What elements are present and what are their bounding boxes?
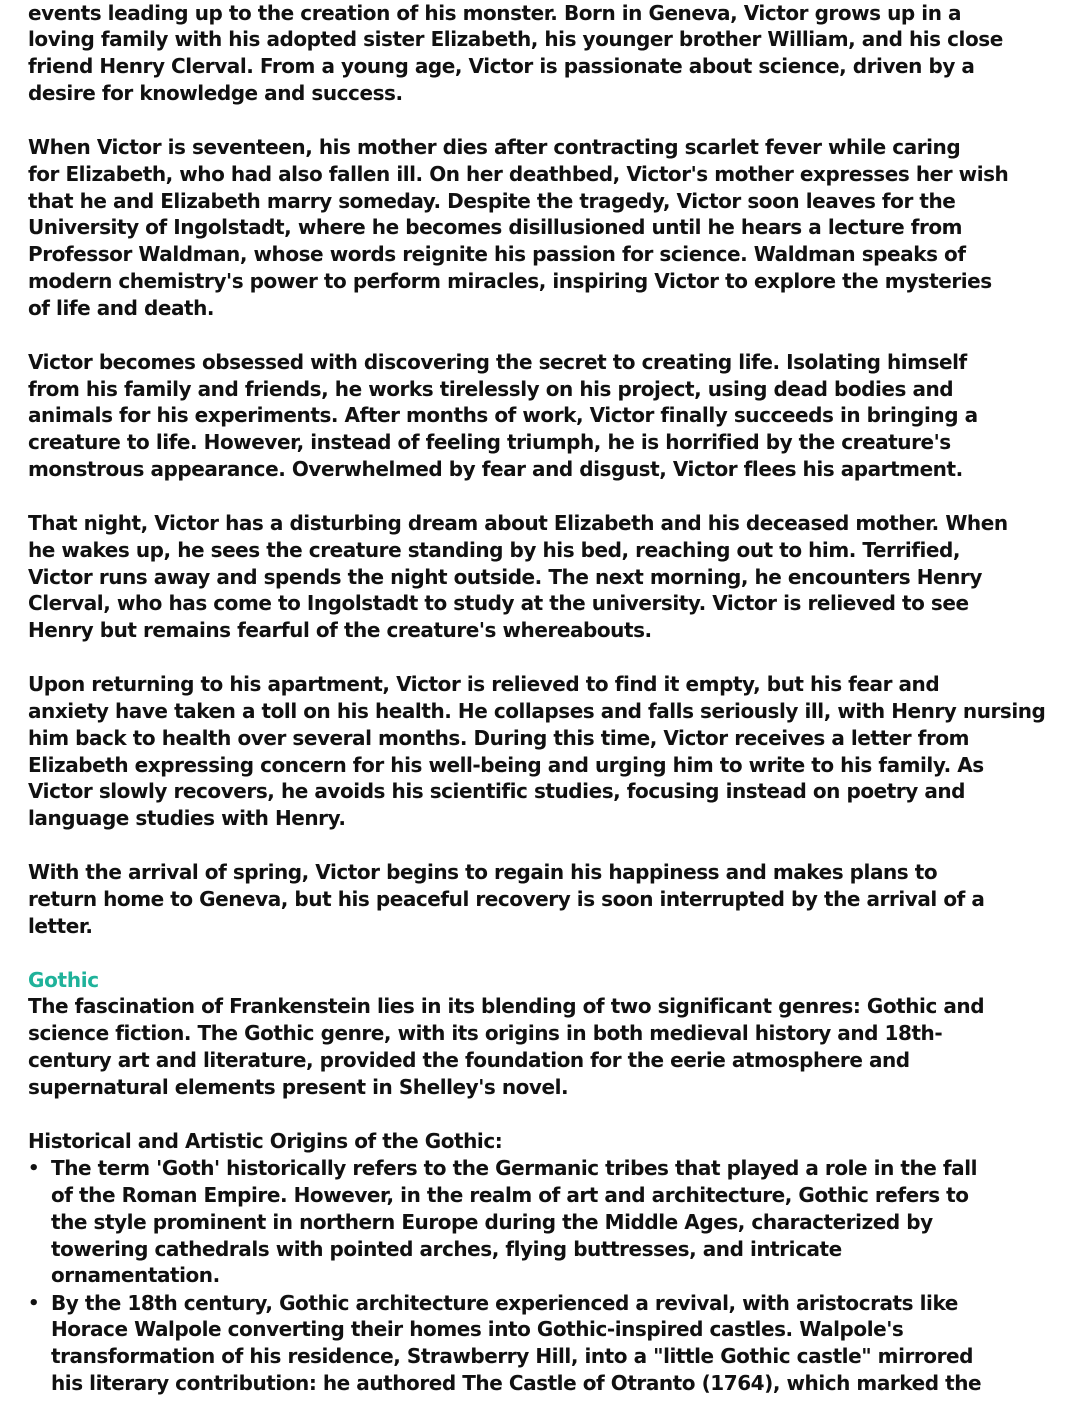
paragraph-line: Henry but remains fearful of the creature's whereabouts.: [28, 618, 652, 642]
paragraph-line: Clerval, who has come to Ingolstadt to study at the university. Victor is relieved to see: [28, 591, 969, 615]
bullet-line: transformation of his residence, Strawberry Hill, into a "little Gothic castle" mirrored: [51, 1344, 973, 1368]
bullet-line: Horace Walpole converting their homes into Gothic-inspired castles. Walpole's: [51, 1317, 904, 1341]
bullet-line: The term 'Goth' historically refers to the Germanic tribes that played a role in the fall: [51, 1156, 978, 1180]
paragraph-line: creature to life. However, instead of feeling triumph, he is horrified by the creature's: [28, 430, 951, 454]
subheading: Historical and Artistic Origins of the Gothic:: [28, 1129, 503, 1153]
paragraph-line: With the arrival of spring, Victor begins to regain his happiness and makes plans to: [28, 860, 938, 884]
paragraph-line: him back to health over several months. During this time, Victor receives a letter from: [28, 726, 970, 750]
paragraph-line: Professor Waldman, whose words reignite his passion for science. Waldman speaks of: [28, 242, 966, 266]
section-heading: Gothic: [28, 968, 99, 992]
bullet-line: ornamentation.: [51, 1263, 220, 1287]
paragraph-line: When Victor is seventeen, his mother dies after contracting scarlet fever while caring: [28, 135, 961, 159]
bullet-marker: •: [28, 1293, 40, 1314]
section-intro-line: supernatural elements present in Shelley's novel.: [28, 1075, 569, 1099]
paragraph-line: Upon returning to his apartment, Victor is relieved to find it empty, but his fear and: [28, 672, 940, 696]
paragraph-line: return home to Geneva, but his peaceful recovery is soon interrupted by the arrival of a: [28, 887, 985, 911]
paragraph-line: University of Ingolstadt, where he becomes disillusioned until he hears a lecture from: [28, 215, 963, 239]
section-intro-line: science fiction. The Gothic genre, with its origins in both medieval history and 18th-: [28, 1021, 943, 1045]
paragraph-line: events leading up to the creation of his monster. Born in Geneva, Victor grows up in a: [28, 1, 962, 25]
paragraph-line: for Elizabeth, who had also fallen ill. On her deathbed, Victor's mother expresses her wish: [28, 162, 1009, 186]
bullet-line: the style prominent in northern Europe during the Middle Ages, characterized by: [51, 1210, 933, 1234]
paragraph-line: desire for knowledge and success.: [28, 81, 403, 105]
paragraph-line: he wakes up, he sees the creature standing by his bed, reaching out to him. Terrified,: [28, 538, 961, 562]
paragraph-line: language studies with Henry.: [28, 806, 346, 830]
paragraph-line: animals for his experiments. After months of work, Victor finally succeeds in bringing a: [28, 403, 978, 427]
paragraph-line: letter.: [28, 914, 93, 938]
paragraph-line: Victor runs away and spends the night outside. The next morning, he encounters Henry: [28, 565, 982, 589]
bullet-line: his literary contribution: he authored The Castle of Otranto (1764), which marked the: [51, 1371, 982, 1395]
paragraph-line: friend Henry Clerval. From a young age, Victor is passionate about science, driven by a: [28, 54, 975, 78]
paragraph-line: loving family with his adopted sister Elizabeth, his younger brother William, and his close: [28, 27, 1003, 51]
paragraph-line: that he and Elizabeth marry someday. Despite the tragedy, Victor soon leaves for the: [28, 189, 956, 213]
paragraph-line: Elizabeth expressing concern for his well-being and urging him to write to his family. As: [28, 753, 984, 777]
bullet-line: towering cathedrals with pointed arches, flying buttresses, and intricate: [51, 1237, 842, 1261]
paragraph-line: anxiety have taken a toll on his health. He collapses and falls seriously ill, with Henry nursing: [28, 699, 1046, 723]
paragraph-line: of life and death.: [28, 296, 215, 320]
section-intro-line: The fascination of Frankenstein lies in its blending of two significant genres: Gothic and: [28, 994, 985, 1018]
paragraph-line: monstrous appearance. Overwhelmed by fear and disgust, Victor flees his apartment.: [28, 457, 963, 481]
section-intro-line: century art and literature, provided the foundation for the eerie atmosphere and: [28, 1048, 910, 1072]
bullet-line: of the Roman Empire. However, in the realm of art and architecture, Gothic refers to: [51, 1183, 969, 1207]
paragraph-line: modern chemistry's power to perform miracles, inspiring Victor to explore the mysteries: [28, 269, 992, 293]
bullet-marker: •: [28, 1158, 40, 1179]
bullet-line: By the 18th century, Gothic architecture experienced a revival, with aristocrats like: [51, 1291, 958, 1315]
paragraph-line: That night, Victor has a disturbing dream about Elizabeth and his deceased mother. When: [28, 511, 1008, 535]
paragraph-line: Victor becomes obsessed with discovering the secret to creating life. Isolating himself: [28, 350, 967, 374]
paragraph-line: from his family and friends, he works tirelessly on his project, using dead bodies and: [28, 377, 954, 401]
paragraph-line: Victor slowly recovers, he avoids his scientific studies, focusing instead on poetry and: [28, 779, 966, 803]
